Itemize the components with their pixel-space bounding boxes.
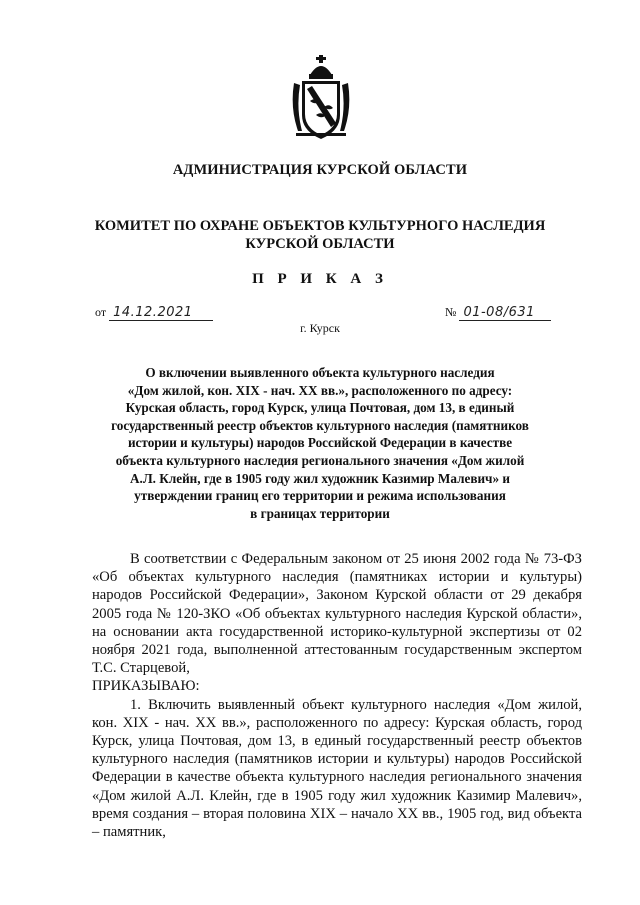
number-prefix: № xyxy=(445,305,457,319)
order-title-line: А.Л. Клейн, где в 1905 году жил художник Казимир Малевич» и xyxy=(130,470,510,486)
order-title-line: Курская область, город Курск, улица Почтовая, дом 13, в единый xyxy=(125,400,515,416)
handwritten-number: 01-08/631 xyxy=(459,305,551,321)
order-word: ПРИКАЗЫВАЮ: xyxy=(92,678,200,695)
preamble-paragraph: В соответствии с Федеральным законом от 25 июня 2002 года № 73-ФЗ «Об объектах культурного наследия (памятниках истории и культуры) народов Российской Федерации», Законом Курской области от 29 декабря 2005 года № 120-ЗКО «Об объектах культурного наследия Курской области», на основании акта государственной историко-культурной экспертизы от 02 ноября 2021 года, выполненной аттестованным государственным экспертом Т.С. Старцевой, xyxy=(92,551,582,677)
committee-title xyxy=(60,217,580,253)
date-field xyxy=(95,305,213,321)
order-item-1: 1. Включить выявленный объект культурного наследия «Дом жилой, кон. XIX - нач. XX вв.», расположенного по адресу: Курская область, город Курск, улица Почтовая, дом 13, в единый государственный реестр объектов культурного наследия (памятников истории и культуры) народов Российской Федерации в качестве объекта культурного наследия регионального значения «Дом жилой А.Л. Клейн, где в 1905 году жил художник Казимир Малевич», время создания – вторая половина XIX – начало XX вв., 1905 год, вид объекта – памятник, xyxy=(92,696,582,841)
order-title xyxy=(88,364,552,522)
handwritten-date: 14.12.2021 xyxy=(109,305,213,321)
order-body xyxy=(92,550,582,841)
date-prefix: от xyxy=(95,305,107,319)
order-title-line: истории и культуры) народов Российской Федерации в качестве xyxy=(127,435,513,451)
order-title-line: государственный реестр объектов культурного наследия (памятников xyxy=(111,417,529,433)
city-label: г. Курск xyxy=(300,321,340,335)
order-title-line: объекта культурного наследия регионального значения «Дом жилой xyxy=(115,452,525,468)
order-title-line: «Дом жилой, кон. XIX - нач. XX вв.», расположенного по адресу: xyxy=(127,382,513,398)
coat-of-arms-emblem xyxy=(288,53,354,141)
order-title-line: О включении выявленного объекта культурного наследия xyxy=(145,365,495,380)
document-type: П Р И К А З xyxy=(252,271,388,287)
number-field xyxy=(445,305,551,321)
committee-title-line1: КОМИТЕТ ПО ОХРАНЕ ОБЪЕКТОВ КУЛЬТУРНОГО НАСЛЕДИЯ xyxy=(94,218,546,234)
administration-title: АДМИНИСТРАЦИЯ КУРСКОЙ ОБЛАСТИ xyxy=(172,162,468,178)
order-title-line: утверждении границ его территории и режима использования xyxy=(134,488,506,504)
order-title-line: в границах территории xyxy=(250,505,390,521)
committee-title-line2: КУРСКОЙ ОБЛАСТИ xyxy=(245,236,395,252)
